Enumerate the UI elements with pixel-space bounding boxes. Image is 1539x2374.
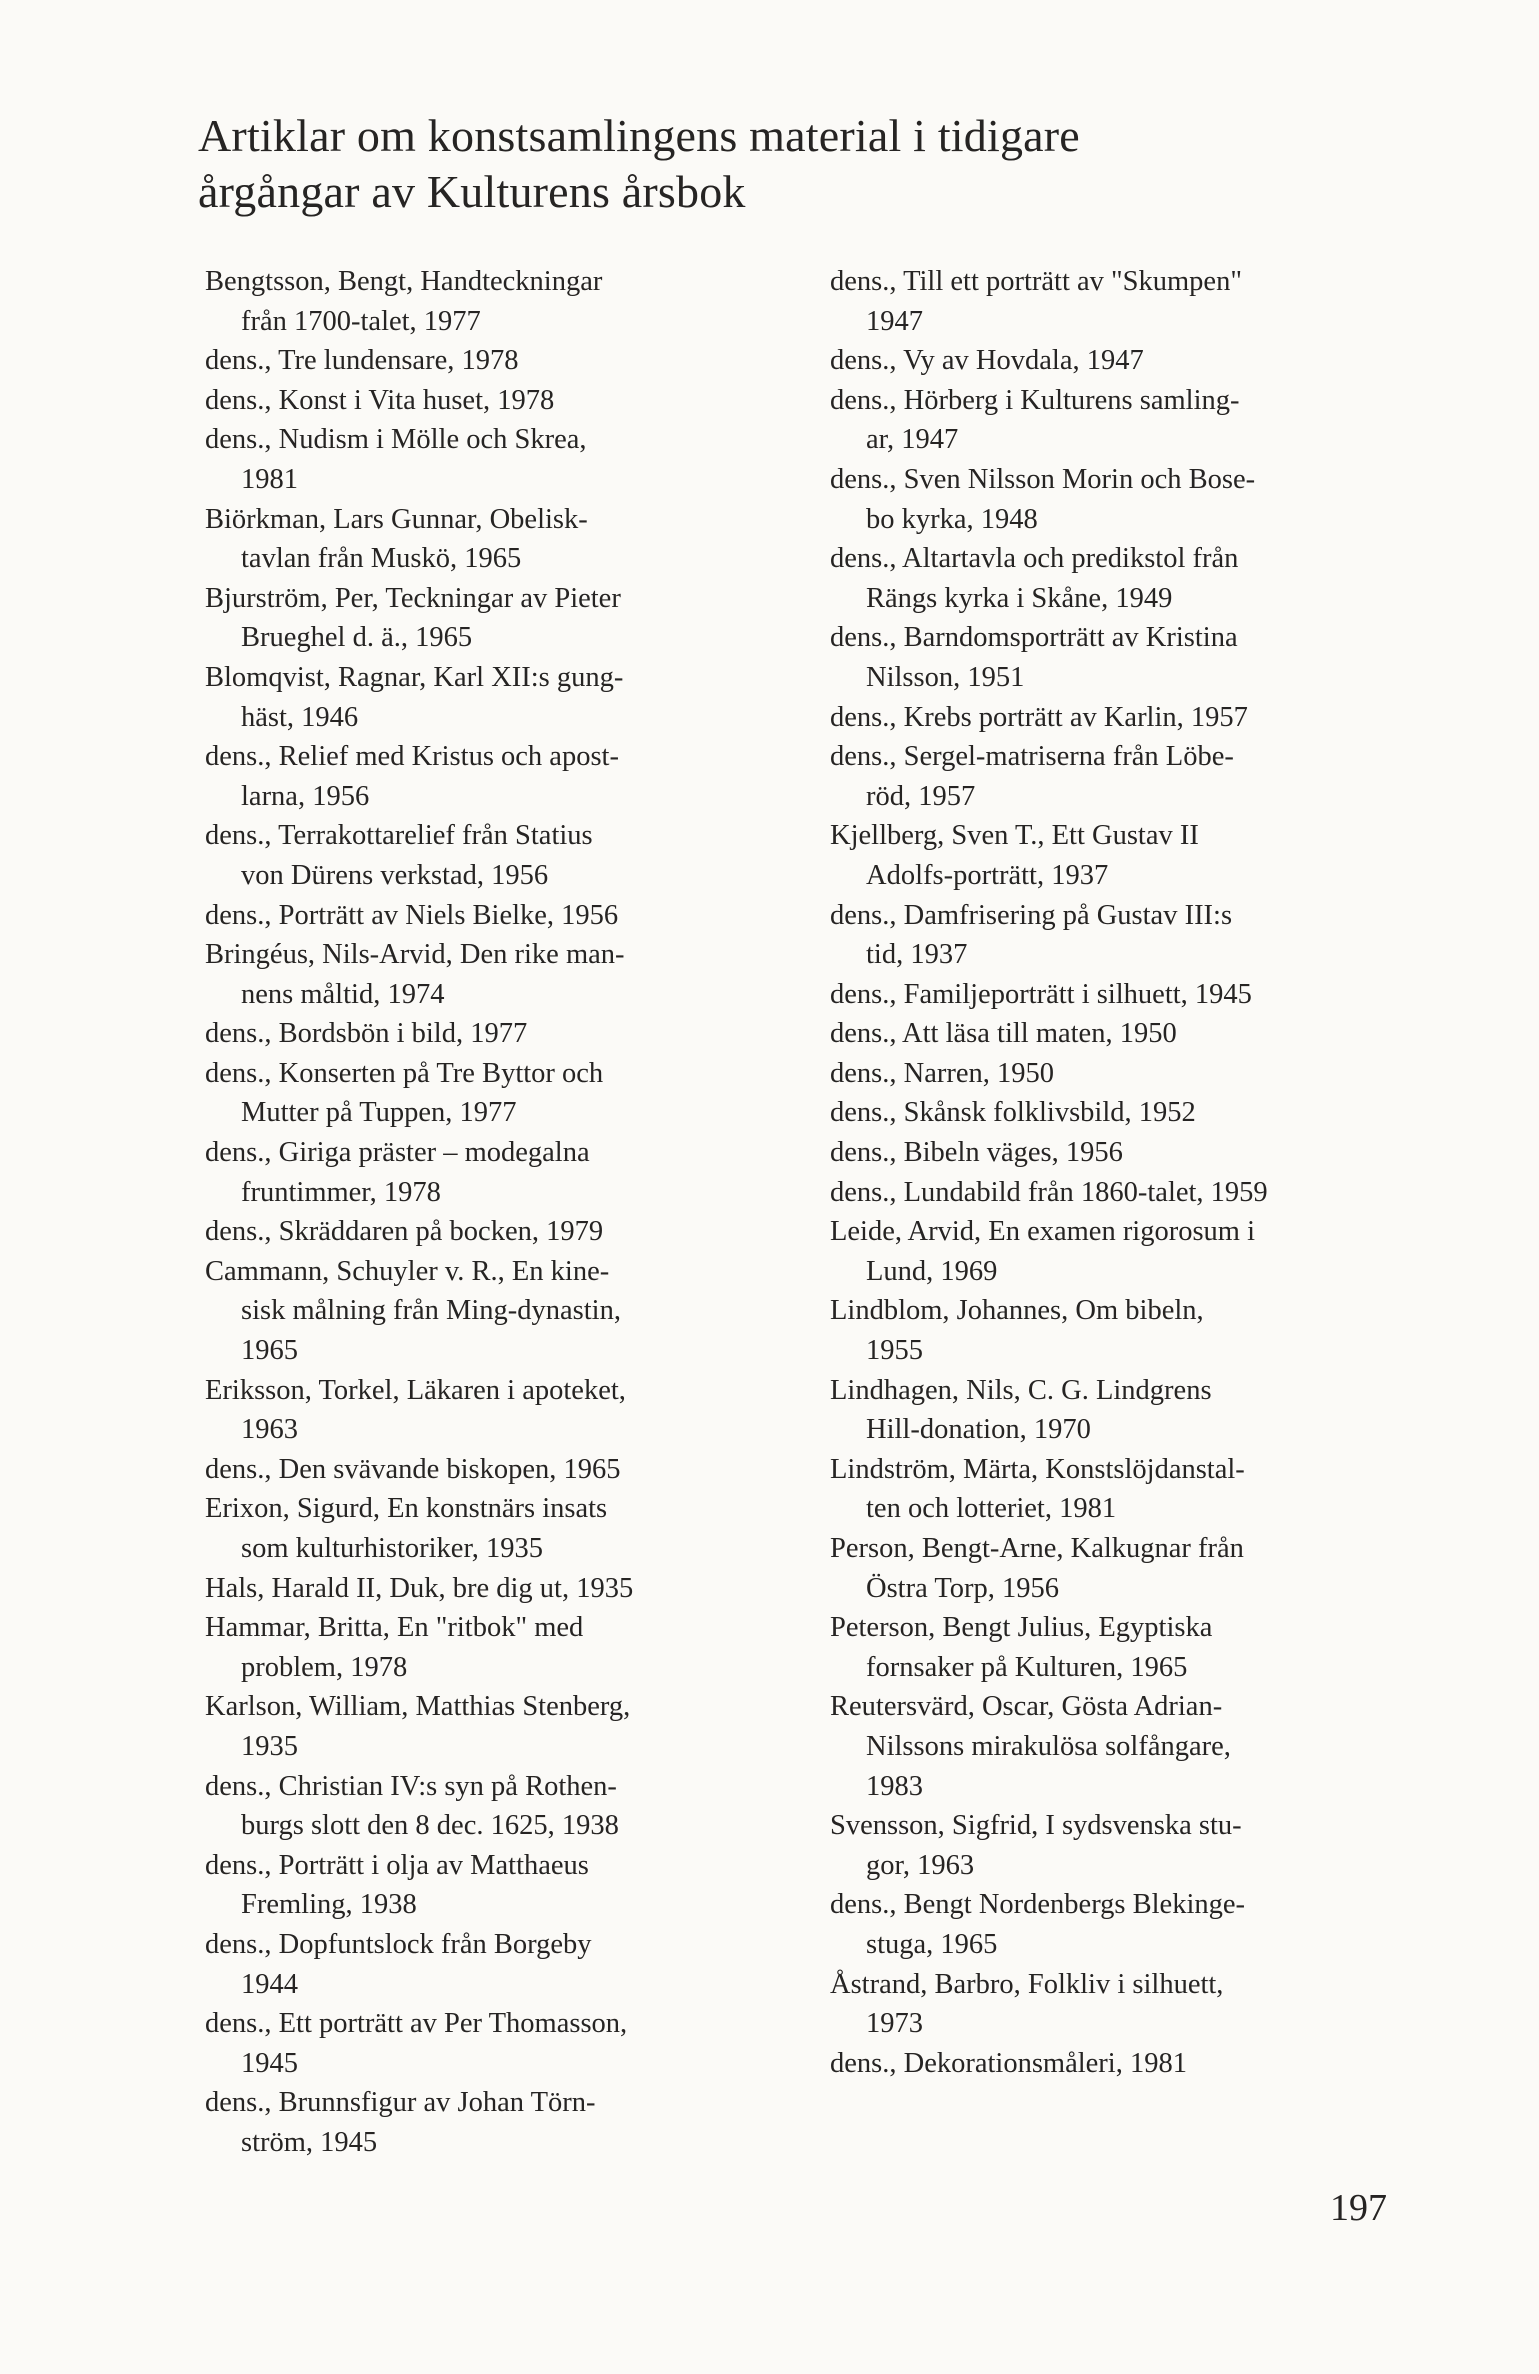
bibliography-entry (830, 539, 1390, 618)
entry-line: dens., Nudism i Mölle och Skrea, (205, 424, 587, 456)
entry-line: dens., Porträtt av Niels Bielke, 1956 (205, 899, 619, 931)
bibliography-entry (205, 737, 765, 816)
bibliography-entry (205, 500, 765, 579)
entry-line: Karlson, William, Matthias Stenberg, (205, 1691, 631, 1723)
entry-continuation-line: 1983 (866, 1770, 923, 1802)
entry-continuation-line: larna, 1956 (241, 780, 370, 812)
entry-line: dens., Familjeporträtt i silhuett, 1945 (830, 978, 1252, 1010)
entry-line: dens., Skräddaren på bocken, 1979 (205, 1216, 604, 1248)
bibliography-entry (205, 381, 765, 421)
bibliography-entry (830, 1212, 1390, 1291)
bibliography-entry (205, 1767, 765, 1846)
entry-continuation-line: från 1700-talet, 1977 (241, 305, 481, 337)
entry-line: dens., Bengt Nordenbergs Blekinge- (830, 1889, 1246, 1921)
entry-line: dens., Skånsk folklivsbild, 1952 (830, 1097, 1196, 1129)
entry-continuation-line: 1935 (241, 1730, 298, 1762)
bibliography-entry (205, 1608, 765, 1687)
entry-line: dens., Konst i Vita huset, 1978 (205, 384, 555, 416)
bibliography-entry (830, 262, 1390, 341)
bibliography-entry (205, 1252, 765, 1371)
entry-continuation-line: tavlan från Muskö, 1965 (241, 543, 522, 575)
entry-continuation-line: som kulturhistoriker, 1935 (241, 1533, 544, 1564)
entry-line: dens., Krebs porträtt av Karlin, 1957 (830, 701, 1248, 733)
bibliography-entry (205, 1133, 765, 1212)
entry-continuation-line: bo kyrka, 1948 (866, 503, 1038, 535)
entry-line: Biörkman, Lars Gunnar, Obelisk- (205, 503, 588, 535)
entry-continuation-line: Nilssons mirakulösa solfångare, (866, 1730, 1231, 1762)
entry-line: dens., Damfrisering på Gustav III:s (830, 899, 1233, 931)
entry-continuation-line: 1973 (866, 2008, 923, 2040)
bibliography-entry (830, 1173, 1390, 1213)
entry-continuation-line: 1955 (866, 1335, 923, 1367)
entry-continuation-line: von Dürens verkstad, 1956 (241, 859, 549, 891)
page-title-line-1: Artiklar om konstsamlingens material i tidigare (198, 110, 1080, 161)
bibliography-entry (830, 2044, 1390, 2084)
entry-continuation-line: häst, 1946 (241, 701, 359, 733)
entry-continuation-line: Hill-donation, 1970 (866, 1414, 1091, 1446)
bibliography-entry (830, 1133, 1390, 1173)
entry-line: dens., Christian IV:s syn på Rothen- (205, 1770, 617, 1802)
entry-line: dens., Sergel-matriserna från Löbe- (830, 741, 1234, 773)
entry-continuation-line: ström, 1945 (241, 2126, 378, 2158)
entry-continuation-line: problem, 1978 (241, 1651, 408, 1683)
entry-line: Lindhagen, Nils, C. G. Lindgrens (830, 1374, 1212, 1406)
entry-continuation-line: Östra Torp, 1956 (866, 1572, 1060, 1604)
bibliography-entry (205, 1014, 765, 1054)
entry-line: Erixon, Sigurd, En konstnärs insats (205, 1493, 608, 1525)
entry-line: Reutersvärd, Oscar, Gösta Adrian- (830, 1691, 1223, 1723)
page-title-line-2: årgångar av Kulturens årsbok (198, 166, 746, 217)
entry-line: dens., Brunnsfigur av Johan Törn- (205, 2087, 596, 2119)
bibliography-entry (830, 341, 1390, 381)
bibliography-entry (205, 1371, 765, 1450)
bibliography-entry (830, 381, 1390, 460)
entry-continuation-line: Rängs kyrka i Skåne, 1949 (866, 582, 1173, 614)
entry-continuation-line: 1963 (241, 1414, 298, 1446)
bibliography-entry (205, 658, 765, 737)
bibliography-entry (830, 1529, 1390, 1608)
entry-continuation-line: 1945 (241, 2047, 298, 2079)
entry-line: dens., Den svävande biskopen, 1965 (205, 1453, 621, 1485)
bibliography-entry (205, 262, 765, 341)
bibliography-entry (205, 896, 765, 936)
bibliography-entry (830, 1450, 1390, 1529)
entry-continuation-line: tid, 1937 (866, 939, 968, 971)
entry-continuation-line: stuga, 1965 (866, 1928, 998, 1960)
entry-line: Blomqvist, Ragnar, Karl XII:s gung- (205, 661, 624, 693)
bibliography-entry (830, 1806, 1390, 1885)
bibliography-entry (830, 1608, 1390, 1687)
entry-line: dens., Dopfuntslock från Borgeby (205, 1928, 592, 1960)
entry-line: Kjellberg, Sven T., Ett Gustav II (830, 820, 1199, 852)
entry-line: dens., Altartavla och predikstol från (830, 543, 1239, 575)
entry-line: dens., Vy av Hovdala, 1947 (830, 345, 1144, 377)
entry-continuation-line: Adolfs-porträtt, 1937 (866, 859, 1109, 891)
entry-continuation-line: fruntimmer, 1978 (241, 1176, 441, 1208)
bibliography-entry (830, 698, 1390, 738)
entry-continuation-line: Fremling, 1938 (241, 1889, 417, 1921)
bibliography-entry (830, 1093, 1390, 1133)
entry-line: Peterson, Bengt Julius, Egyptiska (830, 1612, 1213, 1644)
entry-line: dens., Konserten på Tre Byttor och (205, 1057, 604, 1089)
bibliography-entry (205, 816, 765, 895)
bibliography-entry (205, 2004, 765, 2083)
entry-line: Lindblom, Johannes, Om bibeln, (830, 1295, 1204, 1327)
entry-continuation-line: röd, 1957 (866, 780, 976, 812)
bibliography-entry (205, 1450, 765, 1490)
bibliography-entry (830, 1965, 1390, 2044)
entry-line: dens., Relief med Kristus och apost- (205, 741, 619, 773)
entry-line: dens., Hörberg i Kulturens samling- (830, 384, 1240, 416)
entry-continuation-line: ten och lotteriet, 1981 (866, 1493, 1117, 1525)
entry-line: dens., Sven Nilsson Morin och Bose- (830, 463, 1256, 495)
entry-continuation-line: Lund, 1969 (866, 1255, 998, 1287)
entry-continuation-line: gor, 1963 (866, 1849, 975, 1881)
bibliography-entry (830, 896, 1390, 975)
entry-continuation-line: 1947 (866, 305, 923, 337)
entry-line: dens., Barndomsporträtt av Kristina (830, 622, 1238, 654)
entry-continuation-line: Brueghel d. ä., 1965 (241, 622, 473, 654)
entry-line: Cammann, Schuyler v. R., En kine- (205, 1255, 610, 1287)
entry-line: dens., Bibeln väges, 1956 (830, 1137, 1123, 1169)
entry-line: Åstrand, Barbro, Folkliv i silhuett, (830, 1968, 1224, 2000)
bibliography-entry (830, 1054, 1390, 1094)
entry-line: dens., Narren, 1950 (830, 1057, 1054, 1089)
entry-line: Bjurström, Per, Teckningar av Pieter (205, 582, 621, 614)
entry-line: dens., Terrakottarelief från Statius (205, 820, 593, 852)
entry-line: Hals, Harald II, Duk, bre dig ut, 1935 (205, 1572, 634, 1604)
entry-line: dens., Porträtt i olja av Matthaeus (205, 1849, 589, 1881)
entry-line: Leide, Arvid, En examen rigorosum i (830, 1216, 1256, 1248)
page-number: 197 (1330, 2187, 1387, 2229)
entry-line: dens., Tre lundensare, 1978 (205, 345, 519, 377)
bibliography-entry (205, 1054, 765, 1133)
bibliography-entry (205, 1212, 765, 1252)
bibliography-entry (830, 460, 1390, 539)
entry-line: dens., Giriga präster – modegalna (205, 1137, 590, 1169)
bibliography-entry (205, 1569, 765, 1609)
entry-continuation-line: 1944 (241, 1968, 298, 2000)
entry-line: dens., Att läsa till maten, 1950 (830, 1018, 1177, 1050)
bibliography-entry (830, 1014, 1390, 1054)
entry-line: Bengtsson, Bengt, Handteckningar (205, 266, 603, 297)
bibliography-entry (205, 2083, 765, 2162)
right-column (830, 262, 1390, 2083)
entry-continuation-line: Nilsson, 1951 (866, 661, 1025, 693)
entry-line: dens., Till ett porträtt av "Skumpen" (830, 266, 1242, 297)
bibliography-entry (205, 1489, 765, 1568)
entry-continuation-line: 1981 (241, 463, 298, 495)
bibliography-entry (205, 1925, 765, 2004)
bibliography-entry (830, 816, 1390, 895)
entry-continuation-line: burgs slott den 8 dec. 1625, 1938 (241, 1810, 619, 1842)
bibliography-entry (205, 935, 765, 1014)
entry-continuation-line: ar, 1947 (866, 424, 959, 456)
entry-continuation-line: nens måltid, 1974 (241, 978, 445, 1010)
entry-line: Person, Bengt-Arne, Kalkugnar från (830, 1533, 1244, 1564)
entry-line: Lindström, Märta, Konstslöjdanstal- (830, 1453, 1245, 1485)
entry-continuation-line: sisk målning från Ming-dynastin, (241, 1295, 621, 1327)
entry-line: Hammar, Britta, En "ritbok" med (205, 1612, 584, 1644)
bibliography-entry (830, 1687, 1390, 1806)
bibliography-entry (205, 341, 765, 381)
entry-line: dens., Dekorationsmåleri, 1981 (830, 2047, 1187, 2079)
bibliography-entry (830, 1371, 1390, 1450)
left-column (205, 262, 765, 2163)
entry-line: dens., Lundabild från 1860-talet, 1959 (830, 1176, 1268, 1208)
bibliography-entry (205, 579, 765, 658)
bibliography-entry (830, 737, 1390, 816)
entry-line: Eriksson, Torkel, Läkaren i apoteket, (205, 1374, 626, 1406)
bibliography-entry (205, 420, 765, 499)
entry-continuation-line: fornsaker på Kulturen, 1965 (866, 1651, 1188, 1683)
entry-continuation-line: 1965 (241, 1335, 298, 1367)
page-title (198, 108, 1348, 220)
entry-line: dens., Bordsbön i bild, 1977 (205, 1018, 528, 1050)
entry-line: dens., Ett porträtt av Per Thomasson, (205, 2008, 628, 2040)
bibliography-entry (830, 618, 1390, 697)
bibliography-entry (205, 1687, 765, 1766)
bibliography-entry (205, 1846, 765, 1925)
bibliography-entry (830, 1885, 1390, 1964)
entry-line: Bringéus, Nils-Arvid, Den rike man- (205, 939, 625, 971)
entry-line: Svensson, Sigfrid, I sydsvenska stu- (830, 1810, 1242, 1842)
bibliography-entry (830, 1291, 1390, 1370)
bibliography-entry (830, 975, 1390, 1015)
entry-continuation-line: Mutter på Tuppen, 1977 (241, 1097, 517, 1129)
